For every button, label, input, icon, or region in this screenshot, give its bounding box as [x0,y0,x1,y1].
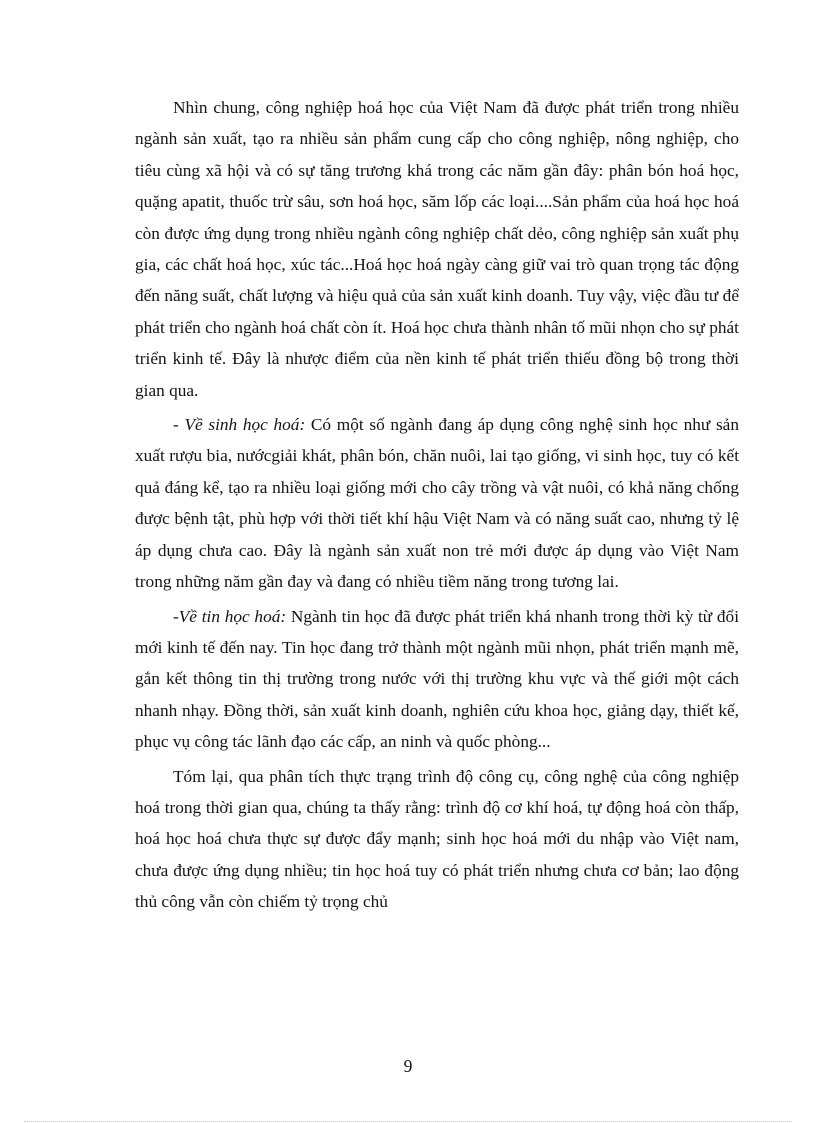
page-number: 9 [403,1056,413,1076]
paragraph-text: Ngành tin học đã được phát triển khá nhanh trong thời kỳ từ đổi mới kinh tế đến nay. Tin học đang trở thành một ngành mũi nhọn, phát triển mạnh mẽ, gắn kết thông tin thị trường trong nước với thị trường khu vực và thế giới một cách nhanh nhạy. Đồng thời, sản xuất kinh doanh, nghiên cứu khoa học, giảng dạy, thiết kế, phục vụ công tác lãnh đạo các cấp, an ninh và quốc phòng... [135,606,739,752]
page-bottom-divider [24,1121,792,1122]
paragraph-chemistry-overview [135,92,739,406]
paragraph-lead: -Về tin học hoá: [173,606,287,626]
body-text [135,92,739,921]
paragraph-text: Có một số ngành đang áp dụng công nghệ sinh học như sản xuất rượu bia, nướcgiải khát, phân bón, chăn nuôi, lai tạo giống, vi sinh học, tuy có kết quả đáng kể, tạo ra nhiều loại giống mới cho cây trồng và vật nuôi, có khả năng chống được bệnh tật, phù hợp với thời tiết khí hậu Việt Nam và có năng suất cao, nhưng tỷ lệ áp dụng chưa cao. Đây là ngành sản xuất non trẻ mới được áp dụng vào Việt Nam trong những năm gần đay và đang có nhiều tiềm năng trong tương lai. [135,415,739,592]
paragraph-informatics [135,601,739,758]
paragraph-summary [135,761,739,918]
paragraph-lead: - Về sinh học hoá: [173,415,306,435]
paragraph-text: Nhìn chung, công nghiệp hoá học của Việt Nam đã được phát triển trong nhiều ngành sản xuất, tạo ra nhiều sản phẩm cung cấp cho công nghiệp, nông nghiệp, cho tiêu cùng xã hội và có sự tăng trương khá trong các năm gần đây: phân bón hoá học, quặng apatit, thuốc trừ sâu, sơn hoá học, săm lốp các loại....Sản phẩm của hoá học hoá còn được ứng dụng trong nhiều ngành công nghiệp chất dẻo, công nghiệp sản xuất phụ gia, các chất hoá học, xúc tác...Hoá học hoá ngày càng giữ vai trò quan trọng tác động đến năng suất, chất lượng và hiệu quả của sản xuất kinh doanh. Tuy vậy, việc đầu tư để phát triển cho ngành hoá chất còn ít. Hoá học chưa thành nhân tố mũi nhọn cho sự phát triển kinh tế. Đây là nhược điểm của nền kinh tế phát triển thiếu đồng bộ trong thời gian qua. [135,98,739,400]
paragraph-biology [135,409,739,597]
paragraph-text: Tóm lại, qua phân tích thực trạng trình độ công cụ, công nghệ của công nghiệp hoá trong thời gian qua, chúng ta thấy rằng: trình độ cơ khí hoá, tự động hoá còn thấp, hoá học hoá chưa thực sự được đẩy mạnh; sinh học hoá mới du nhập vào Việt nam, chưa được ứng dụng nhiều; tin học hoá tuy có phát triển nhưng chưa cơ bản; lao động thủ công vẫn còn chiếm tỷ trọng chủ [135,766,739,912]
